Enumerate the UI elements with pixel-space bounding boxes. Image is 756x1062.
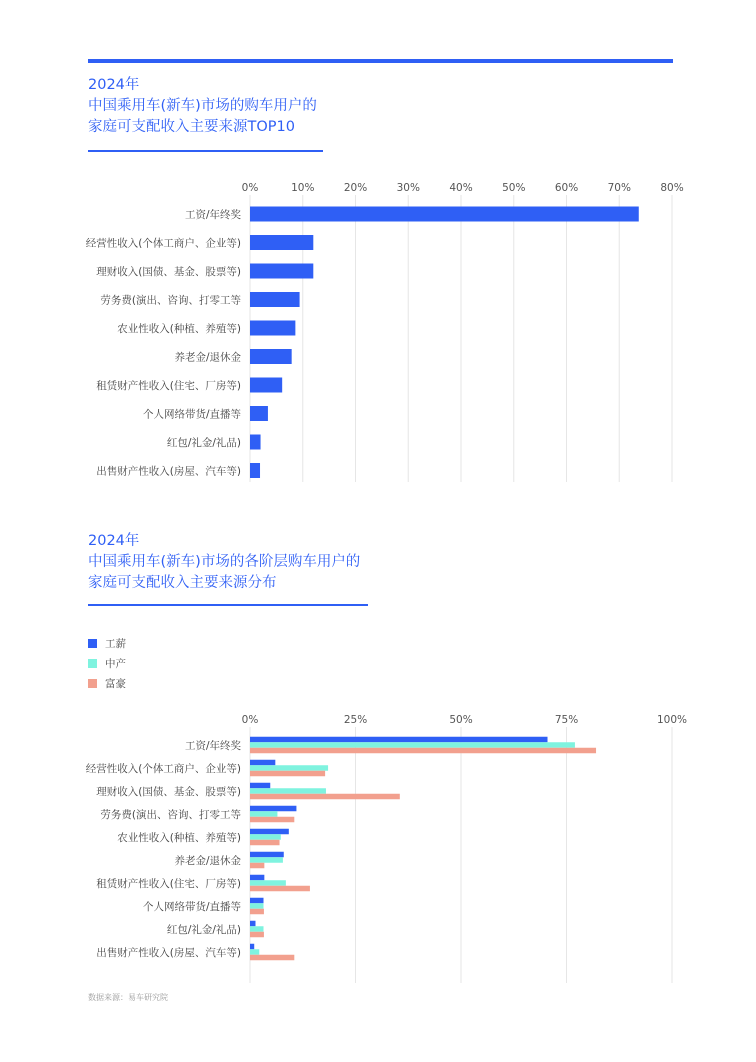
- chart2-bar-1: [250, 903, 264, 909]
- chart2-bar-1: [250, 949, 259, 955]
- chart2-tick-label: 50%: [449, 714, 473, 726]
- chart1-bar: [250, 435, 261, 450]
- chart2-bar-1: [250, 742, 575, 748]
- chart2-bar-0: [250, 875, 264, 881]
- chart2-bar-0: [250, 898, 264, 904]
- chart2-bar-1: [250, 811, 277, 817]
- legend-swatch-salary: [88, 639, 97, 648]
- chart1-category-label: 租赁财产性收入(住宅、厂房等): [96, 380, 241, 392]
- chart1-bar: [250, 378, 282, 393]
- chart2-bar-1: [250, 926, 264, 932]
- chart2-category-label: 农业性收入(种植、养殖等): [117, 832, 241, 844]
- chart2-heading-line2: 家庭可支配收入主要来源分布: [88, 575, 277, 591]
- chart1-bar: [250, 235, 313, 250]
- chart2-category-label: 工资/年终奖: [184, 740, 241, 752]
- chart2-bar-2: [250, 748, 596, 754]
- chart2-heading: [88, 531, 360, 594]
- chart2-tick-label: 100%: [656, 714, 688, 726]
- chart2-bar-2: [250, 863, 264, 869]
- chart1-heading-line1: 中国乘用车(新车)市场的购车用户的: [88, 98, 317, 114]
- chart1-category-label: 养老金/退休金: [174, 351, 241, 364]
- chart1-heading-underline: [88, 150, 323, 152]
- chart2-category-label: 劳务费(演出、咨询、打零工等: [100, 809, 241, 821]
- chart2-category-label: 养老金/退休金: [174, 855, 241, 867]
- chart2-category-label: 红包/礼金/礼品): [166, 924, 241, 936]
- chart1-category-label: 农业性收入(种植、养殖等): [117, 323, 241, 335]
- chart2-bar-0: [250, 921, 255, 927]
- chart1-heading-line2: 家庭可支配收入主要来源TOP10: [88, 119, 295, 135]
- top-accent-bar: [88, 59, 673, 63]
- chart1-category-label: 经营性收入(个体工商户、企业等): [85, 237, 241, 250]
- legend-item-salary: [88, 633, 126, 653]
- chart2-bar-2: [250, 955, 294, 961]
- chart2-bar-0: [250, 852, 284, 858]
- data-source-note: 数据来源：易车研究院: [88, 993, 168, 1002]
- chart2-bar-2: [250, 817, 294, 823]
- legend-item-rich: [88, 673, 126, 693]
- chart2-bar-0: [250, 806, 296, 812]
- chart2-bar-1: [250, 857, 283, 863]
- legend-swatch-rich: [88, 679, 97, 688]
- chart2-bar-0: [250, 783, 270, 789]
- legend-label-salary: 工薪: [105, 637, 126, 650]
- chart1-category-label: 红包/礼金/礼品): [166, 437, 241, 449]
- chart2-bar-2: [250, 932, 264, 938]
- chart1-category-label: 工资/年终奖: [184, 209, 241, 221]
- chart1-tick-label: 70%: [607, 182, 631, 194]
- chart2-legend: [88, 633, 126, 693]
- chart1-category-label: 理财收入(国债、基金、股票等): [96, 266, 241, 278]
- chart1-tick-label: 50%: [502, 182, 526, 194]
- chart2-bar-1: [250, 788, 326, 794]
- chart2-category-label: 理财收入(国债、基金、股票等): [96, 786, 241, 798]
- chart1-tick-label: 0%: [241, 182, 259, 194]
- legend-label-rich: 富豪: [105, 677, 126, 690]
- chart1-svg: [0, 170, 756, 490]
- chart2-bar-1: [250, 880, 286, 886]
- chart2-bar-2: [250, 794, 400, 800]
- chart2-heading-year: 2024年: [88, 533, 140, 549]
- chart1-tick-label: 10%: [291, 182, 315, 194]
- legend-swatch-middle: [88, 659, 97, 668]
- chart2-category-label: 出售财产性收入(房屋、汽车等): [96, 947, 241, 959]
- chart1-heading-year: 2024年: [88, 77, 140, 93]
- chart2-category-label: 个人网络带货/直播等: [142, 901, 241, 913]
- chart1-bar: [250, 349, 292, 364]
- chart1-category-label: 出售财产性收入(房屋、汽车等): [96, 465, 241, 478]
- chart2-bar-2: [250, 840, 280, 846]
- chart1-bar: [250, 207, 639, 222]
- chart1-bar: [250, 321, 295, 336]
- chart2-bar-1: [250, 765, 328, 771]
- chart2-heading-line1: 中国乘用车(新车)市场的各阶层购车用户的: [88, 554, 361, 570]
- chart2-heading-underline: [88, 604, 368, 606]
- legend-label-middle: 中产: [105, 657, 126, 670]
- chart1-tick-label: 20%: [343, 182, 368, 194]
- chart2-bar-0: [250, 737, 548, 743]
- chart2-bar-1: [250, 834, 281, 840]
- chart2-bar-0: [250, 944, 254, 950]
- chart2-tick-label: 0%: [241, 714, 259, 726]
- chart2-category-label: 租赁财产性收入(住宅、厂房等): [96, 878, 241, 890]
- chart1-bar: [250, 463, 260, 478]
- chart1-bar: [250, 406, 268, 421]
- chart2-category-label: 经营性收入(个体工商户、企业等): [85, 763, 241, 775]
- chart1-category-label: 个人网络带货/直播等: [142, 408, 241, 421]
- chart2-bar-2: [250, 909, 264, 915]
- chart1-category-label: 劳务费(演出、咨询、打零工等: [100, 294, 241, 307]
- chart1-tick-label: 40%: [449, 182, 473, 194]
- chart2-tick-label: 25%: [343, 714, 368, 726]
- chart1-bar: [250, 292, 300, 307]
- chart2-tick-label: 75%: [554, 714, 579, 726]
- chart1-tick-label: 60%: [554, 182, 579, 194]
- chart2-bar-2: [250, 886, 310, 892]
- legend-item-middle: [88, 653, 126, 673]
- chart1-bar: [250, 264, 313, 279]
- chart1-tick-label: 30%: [396, 182, 420, 194]
- chart1-heading: [88, 75, 317, 138]
- chart2-bar-0: [250, 760, 275, 766]
- chart2-bar-0: [250, 829, 289, 835]
- chart2-bar-2: [250, 771, 325, 777]
- chart2-svg: [0, 705, 756, 985]
- chart1-tick-label: 80%: [660, 182, 684, 194]
